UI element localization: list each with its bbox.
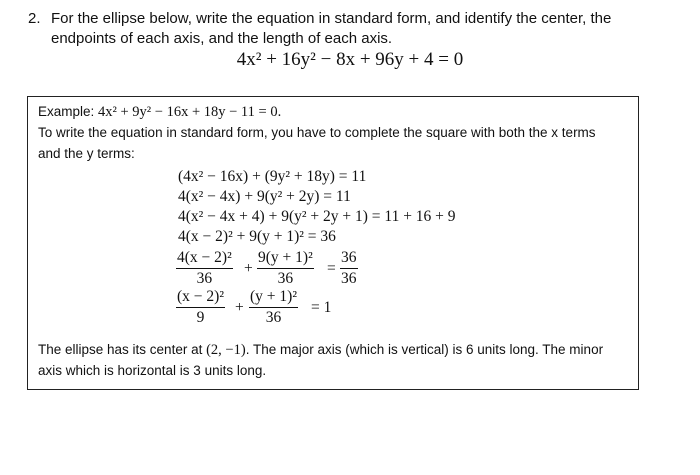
fraction-step2-term2 xyxy=(249,288,298,327)
fraction-step1-equals: = xyxy=(327,260,336,277)
step-1: (4x² − 16x) + (9y² + 18y) = 11 xyxy=(178,168,367,185)
fraction-step2-term1-numerator: (x − 2)² xyxy=(177,288,224,305)
fraction-step2-term2-denominator: 36 xyxy=(265,309,282,326)
example-equation: 4x² + 9y² − 16x + 18y − 11 = 0. xyxy=(98,104,282,120)
fraction-step1-rhs-numerator: 36 xyxy=(341,249,357,266)
question-equation: 4x² + 16y² − 8x + 96y + 4 = 0 xyxy=(236,49,464,70)
fraction-bar xyxy=(176,307,225,308)
fraction-step1-term2 xyxy=(257,249,314,288)
fraction-step1-term1-numerator: 4(x − 2)² xyxy=(177,249,232,266)
conclusion-text: . The major axis (which is vertical) is 6 units long. The minor xyxy=(245,342,604,357)
example-label: Example: xyxy=(38,104,99,119)
conclusion-line-2: axis which is horizontal is 3 units long. xyxy=(38,363,267,378)
fraction-step1-plus: + xyxy=(244,260,253,277)
example-intro-line-1: To write the equation in standard form, you have to complete the square with both the x terms xyxy=(38,125,596,140)
fraction-step1-term2-denominator: 36 xyxy=(277,270,294,287)
fraction-step1-rhs-denominator: 36 xyxy=(341,270,357,287)
fraction-bar xyxy=(176,268,233,269)
fraction-step2-equals-rhs: = 1 xyxy=(311,299,332,316)
conclusion-center-value: (2, −1) xyxy=(206,342,246,358)
fraction-step2-term1 xyxy=(176,288,225,327)
step-4: 4(x − 2)² + 9(y + 1)² = 36 xyxy=(178,228,336,245)
fraction-bar xyxy=(249,307,298,308)
fraction-bar xyxy=(340,268,358,269)
fraction-step1-term1-denominator: 36 xyxy=(196,270,213,287)
step-3: 4(x² − 4x + 4) + 9(y² + 2y + 1) = 11 + 16 + 9 xyxy=(178,208,456,225)
fraction-step1-term2-numerator: 9(y + 1)² xyxy=(258,249,313,266)
example-intro-line-2: and the y terms: xyxy=(38,146,135,161)
question-text-line-1: For the ellipse below, write the equation in standard form, and identify the center, the xyxy=(51,10,612,27)
fraction-step1-term1 xyxy=(176,249,233,288)
conclusion-text: The ellipse has its center at xyxy=(38,342,207,357)
fraction-step2-term1-denominator: 9 xyxy=(196,309,205,326)
question-text-line-2: endpoints of each axis, and the length of each axis. xyxy=(51,30,393,47)
fraction-step1-rhs xyxy=(340,249,358,288)
step-2: 4(x² − 4x) + 9(y² + 2y) = 11 xyxy=(178,188,351,205)
example-heading xyxy=(38,104,281,121)
fraction-step2-term2-numerator: (y + 1)² xyxy=(250,288,297,305)
fraction-bar xyxy=(257,268,314,269)
conclusion-line-1 xyxy=(38,342,603,359)
fraction-step2-plus: + xyxy=(235,299,244,316)
question-number: 2. xyxy=(28,10,41,27)
